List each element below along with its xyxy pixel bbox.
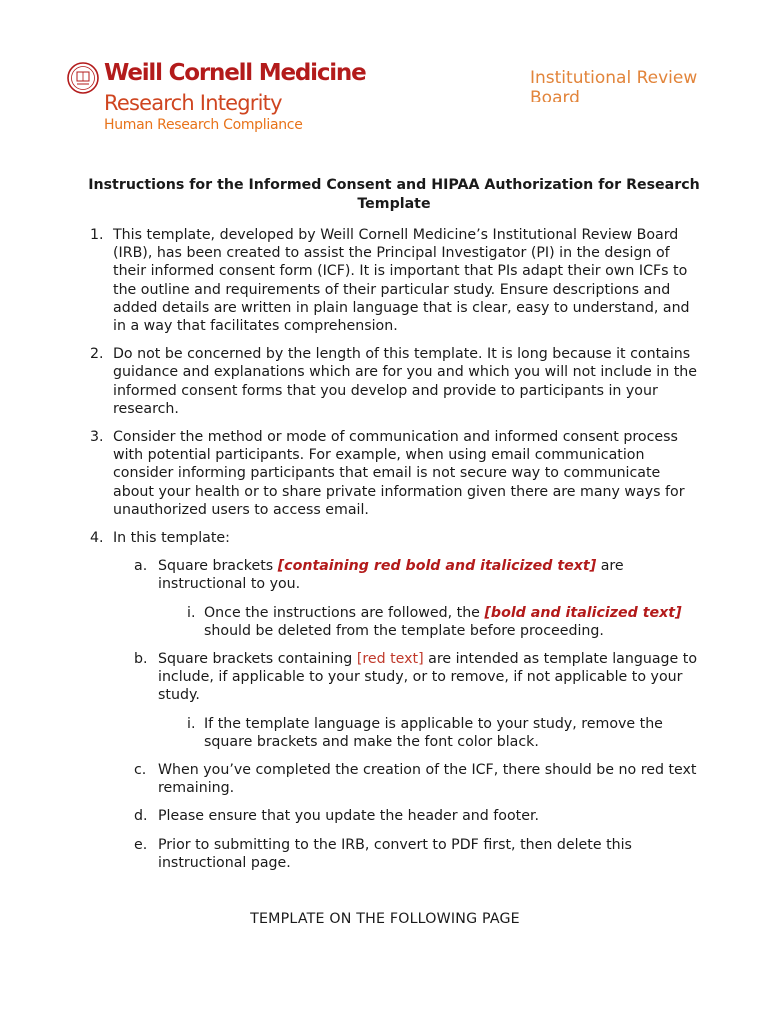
item-text: Consider the method or mode of communication and informed consent process with potential participants. For example, when using email communication consider informing participants that email is not secure way to communicate about your health or to share private information given there are many ways for unauthorized users to access email. — [113, 429, 685, 518]
item-number: 2. — [90, 346, 104, 363]
item-text-post: are instructional to you. — [158, 558, 624, 593]
item-number: i. — [187, 604, 196, 621]
following-page-note: TEMPLATE ON THE FOLLOWING PAGE — [250, 911, 520, 927]
item-text-pre: Square brackets containing — [158, 651, 357, 668]
irb-header-tag: Institutional Review Board — [530, 68, 698, 102]
red-text-example: [red text] — [356, 651, 424, 668]
item-text: If the template language is applicable to your study, remove the square brackets and make the font color black. — [204, 715, 663, 750]
item-number: b. — [134, 651, 148, 668]
brand-subtitle: Research Integrity — [104, 91, 282, 115]
university-seal-icon — [67, 62, 99, 94]
item-text: In this template: — [113, 530, 230, 547]
instruction-list — [88, 226, 700, 547]
item-text: Please ensure that you update the header and footer. — [158, 808, 539, 825]
sub-list-item — [88, 557, 700, 640]
item-number: 4. — [90, 530, 104, 547]
list-item — [88, 529, 700, 547]
item-number: c. — [134, 762, 147, 779]
item-text: This template, developed by Weill Cornell Medicine’s Institutional Review Board (IRB), has been created to assist the Principal Investigator (PI) in the design of their informed consent form (ICF). It is important that PIs adapt their own ICFs to the outline and requirements of their particular study. Ensure descriptions and added details are written in plain language that is clear, easy to understand, and in a way that facilitates comprehension. — [113, 227, 690, 335]
item-text: When you’ve completed the creation of the ICF, there should be no red text remaining. — [158, 762, 697, 797]
document-body — [88, 176, 700, 882]
item-number: 3. — [90, 429, 104, 446]
sub-sub-list-item — [88, 604, 700, 640]
item-number: e. — [134, 836, 148, 853]
item-number: i. — [187, 715, 196, 732]
red-bold-italic-example: [bold and italicized text] — [484, 604, 682, 621]
item-text-pre: Square brackets — [158, 558, 278, 575]
item-number: a. — [134, 558, 148, 575]
sub-list-item — [88, 807, 700, 825]
template-sub-list — [88, 557, 700, 872]
sub-list-item — [88, 836, 700, 872]
sub-list-item — [88, 761, 700, 797]
item-text: Do not be concerned by the length of this template. It is long because it contains guidance and explanations which are for you and which you will not include in the informed consent forms that you develop and provide to participants in your research. — [113, 346, 697, 417]
page-header — [0, 0, 770, 150]
document-title: Instructions for the Informed Consent and HIPAA Authorization for Research Template — [88, 177, 700, 212]
item-text-pre: Once the instructions are followed, the — [204, 604, 485, 621]
list-item — [88, 226, 700, 335]
item-text-post: should be deleted from the template before proceeding. — [204, 622, 604, 639]
sub-list-item — [88, 650, 700, 751]
list-item — [88, 428, 700, 519]
item-text: Prior to submitting to the IRB, convert to PDF first, then delete this instructional page. — [158, 836, 632, 871]
brand-subtitle-secondary: Human Research Compliance — [104, 117, 303, 133]
brand-title: Weill Cornell Medicine — [104, 60, 366, 86]
item-number: d. — [134, 808, 148, 825]
list-item — [88, 345, 700, 418]
sub-sub-list-item — [88, 715, 700, 751]
item-text-post: are intended as template language to include, if applicable to your study, or to remove, if not applicable to your study. — [158, 651, 698, 704]
red-bold-italic-example: [containing red bold and italicized text] — [277, 558, 597, 575]
item-number: 1. — [90, 227, 104, 243]
